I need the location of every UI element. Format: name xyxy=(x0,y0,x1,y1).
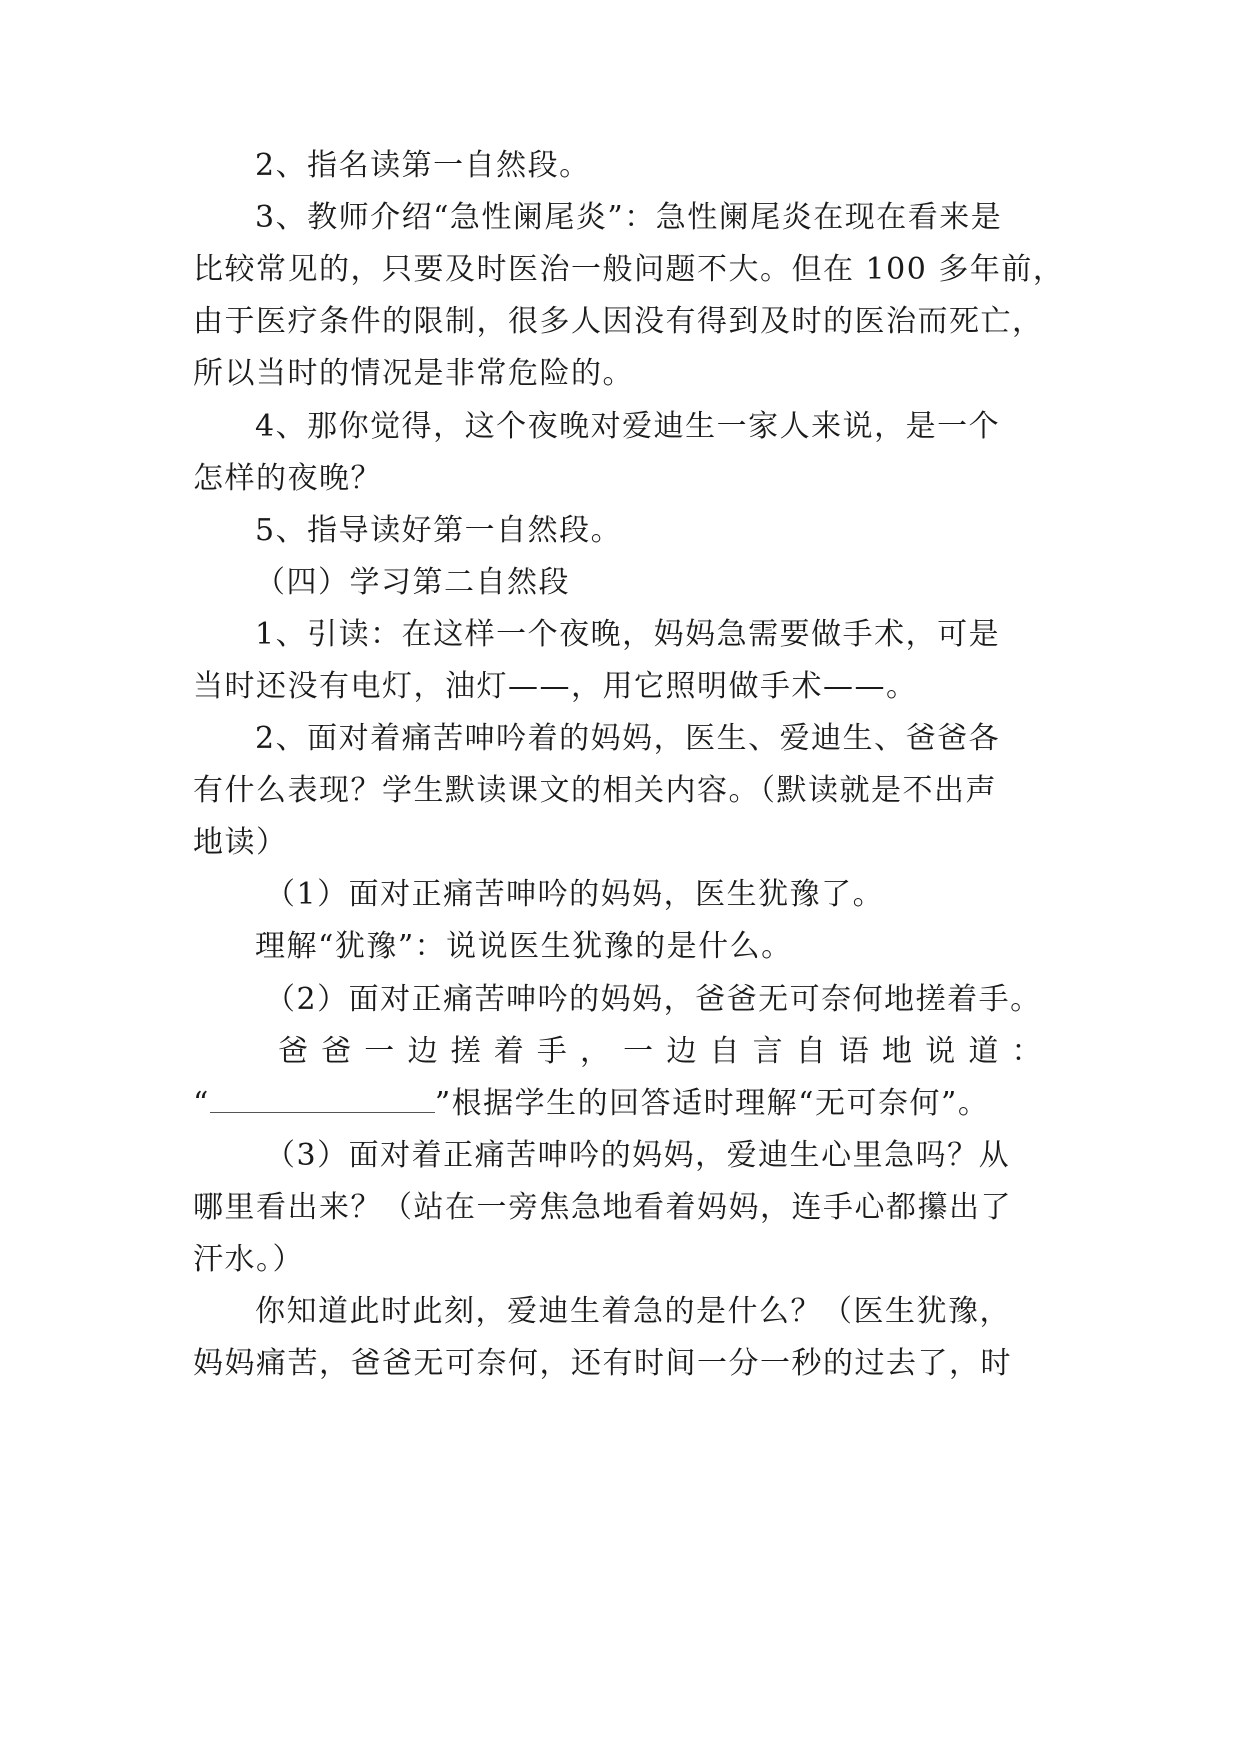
paragraph-line: （2）面对正痛苦呻吟的妈妈，爸爸无可奈何地搓着手。 xyxy=(265,982,1042,1017)
blank-underline xyxy=(210,1088,435,1113)
paragraph-line: 比较常见的，只要及时医治一般问题不大。但在 100 多年前， xyxy=(193,252,1065,287)
paragraph-line: 你知道此时此刻，爱迪生着急的是什么？（医生犹豫， xyxy=(255,1294,1011,1329)
paragraph-line: 2、指名读第一自然段。 xyxy=(255,148,591,183)
fill-in-line xyxy=(193,1084,1043,1124)
paragraph-line: 1、引读：在这样一个夜晚，妈妈急需要做手术，可是 xyxy=(255,617,1001,652)
paragraph-line: 地读） xyxy=(193,825,288,860)
open-quote: “ xyxy=(193,1086,210,1121)
paragraph-line-text: ”根据学生的回答适时理解“无可奈何”。 xyxy=(434,1086,990,1121)
paragraph-line: 由于医疗条件的限制，很多人因没有得到及时的医治而死亡， xyxy=(193,304,1044,339)
paragraph-line: 3、教师介绍“急性阑尾炎”：急性阑尾炎在现在看来是 xyxy=(255,200,1003,235)
paragraph-line: 哪里看出来？（站在一旁焦急地看着妈妈，连手心都攥出了 xyxy=(193,1190,1012,1225)
section-heading: （四）学习第二自然段 xyxy=(255,565,570,600)
paragraph-line: 4、那你觉得，这个夜晚对爱迪生一家人来说，是一个 xyxy=(255,409,1001,444)
paragraph-line: 妈妈痛苦，爸爸无可奈何，还有时间一分一秒的过去了，时 xyxy=(193,1346,1012,1381)
paragraph-line: 怎样的夜晚？ xyxy=(193,461,382,496)
paragraph-line: 所以当时的情况是非常危险的。 xyxy=(193,356,634,391)
paragraph-line: 2、面对着痛苦呻吟着的妈妈，医生、爱迪生、爸爸各 xyxy=(255,721,1001,756)
paragraph-line: 5、指导读好第一自然段。 xyxy=(255,513,623,548)
paragraph-line: （3）面对着正痛苦呻吟的妈妈，爱迪生心里急吗？从 xyxy=(265,1138,1011,1173)
paragraph-line: 爸 爸 一 边 搓 着 手 ， 一 边 自 言 自 语 地 说 道 ： xyxy=(278,1034,1043,1069)
paragraph-line: （1）面对正痛苦呻吟的妈妈，医生犹豫了。 xyxy=(265,877,885,912)
paragraph-line: 有什么表现？学生默读课文的相关内容。（默读就是不出声 xyxy=(193,773,997,808)
paragraph-line: 当时还没有电灯，油灯——，用它照明做手术——。 xyxy=(193,669,918,704)
paragraph-line: 理解“犹豫”：说说医生犹豫的是什么。 xyxy=(255,929,793,964)
paragraph-line: 汗水。） xyxy=(193,1242,304,1277)
